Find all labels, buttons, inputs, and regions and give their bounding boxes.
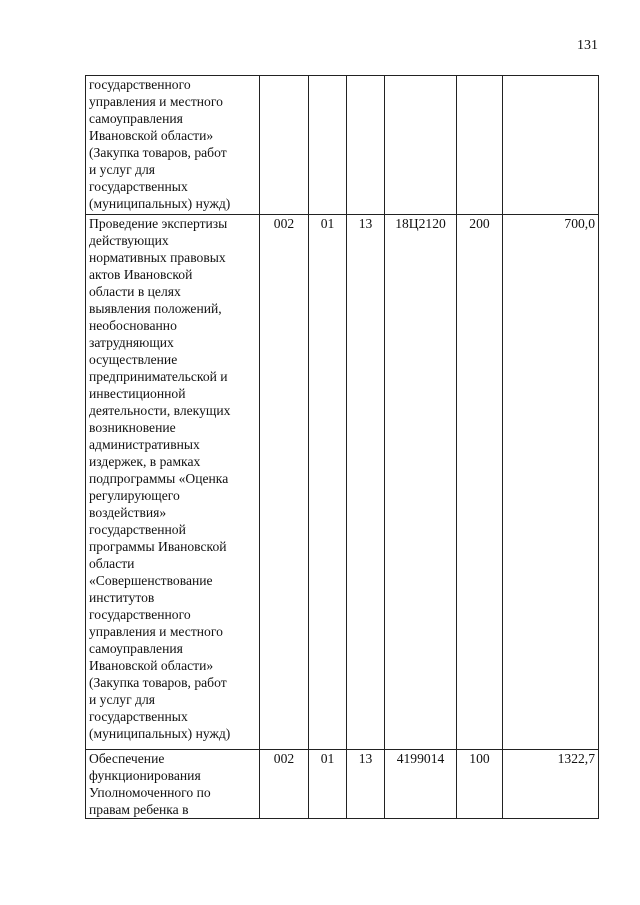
- table-row: [86, 76, 599, 215]
- description-line: государственной: [89, 522, 186, 537]
- cell-description: [86, 750, 260, 819]
- cell-expense-type: [457, 76, 503, 215]
- description-line: издержек, в рамках: [89, 454, 201, 469]
- description-line: правам ребенка в: [89, 802, 189, 817]
- cell-ministry-code: 002: [260, 215, 309, 750]
- description-line: государственного: [89, 607, 191, 622]
- description-line: (муниципальных) нужд): [89, 726, 231, 741]
- description-line: Проведение экспертизы: [89, 216, 228, 231]
- cell-section-code: 01: [309, 750, 347, 819]
- description-line: возникновение: [89, 420, 176, 435]
- description-line: государственного: [89, 77, 191, 92]
- page-number: 131: [577, 38, 598, 53]
- cell-description: [86, 215, 260, 750]
- budget-table: [85, 75, 599, 819]
- cell-expense-type: 100: [457, 750, 503, 819]
- description-line: осуществление: [89, 352, 178, 367]
- description-line: (муниципальных) нужд): [89, 196, 231, 211]
- description-line: (Закупка товаров, работ: [89, 145, 227, 160]
- description-line: программы Ивановской: [89, 539, 227, 554]
- description-line: и услуг для: [89, 692, 156, 707]
- cell-expense-type: 200: [457, 215, 503, 750]
- description-line: государственных: [89, 179, 188, 194]
- description-line: Уполномоченного по: [89, 785, 211, 800]
- description-line: нормативных правовых: [89, 250, 226, 265]
- description-line: и услуг для: [89, 162, 156, 177]
- cell-subsection-code: 13: [347, 215, 385, 750]
- cell-section-code: 01: [309, 215, 347, 750]
- description-line: Ивановской области»: [89, 658, 214, 673]
- description-line: актов Ивановской: [89, 267, 193, 282]
- description-line: Ивановской области»: [89, 128, 214, 143]
- description-line: области: [89, 556, 135, 571]
- description-line: административных: [89, 437, 200, 452]
- description-line: функционирования: [89, 768, 201, 783]
- description-line: воздействия»: [89, 505, 167, 520]
- description-line: институтов: [89, 590, 155, 605]
- cell-description: [86, 76, 260, 215]
- description-line: действующих: [89, 233, 169, 248]
- description-line: Обеспечение: [89, 751, 165, 766]
- cell-ministry-code: [260, 76, 309, 215]
- description-line: предпринимательской и: [89, 369, 228, 384]
- description-line: подпрограммы «Оценка: [89, 471, 229, 486]
- description-line: необоснованно: [89, 318, 177, 333]
- description-line: «Совершенствование: [89, 573, 213, 588]
- description-line: деятельности, влекущих: [89, 403, 231, 418]
- cell-section-code: [309, 76, 347, 215]
- description-line: области в целях: [89, 284, 181, 299]
- cell-subsection-code: 13: [347, 750, 385, 819]
- cell-amount: [503, 76, 599, 215]
- description-line: регулирующего: [89, 488, 180, 503]
- description-line: самоуправления: [89, 111, 183, 126]
- cell-target-article: 4199014: [385, 750, 457, 819]
- description-line: инвестиционной: [89, 386, 186, 401]
- description-line: затрудняющих: [89, 335, 174, 350]
- description-line: выявления положений,: [89, 301, 222, 316]
- description-line: управления и местного: [89, 94, 223, 109]
- description-line: самоуправления: [89, 641, 183, 656]
- table-row: [86, 215, 599, 750]
- cell-amount: 700,0: [503, 215, 599, 750]
- cell-target-article: [385, 76, 457, 215]
- cell-ministry-code: 002: [260, 750, 309, 819]
- table-row: [86, 750, 599, 819]
- cell-amount: 1322,7: [503, 750, 599, 819]
- cell-subsection-code: [347, 76, 385, 215]
- description-line: (Закупка товаров, работ: [89, 675, 227, 690]
- cell-target-article: 18Ц2120: [385, 215, 457, 750]
- description-line: управления и местного: [89, 624, 223, 639]
- description-line: государственных: [89, 709, 188, 724]
